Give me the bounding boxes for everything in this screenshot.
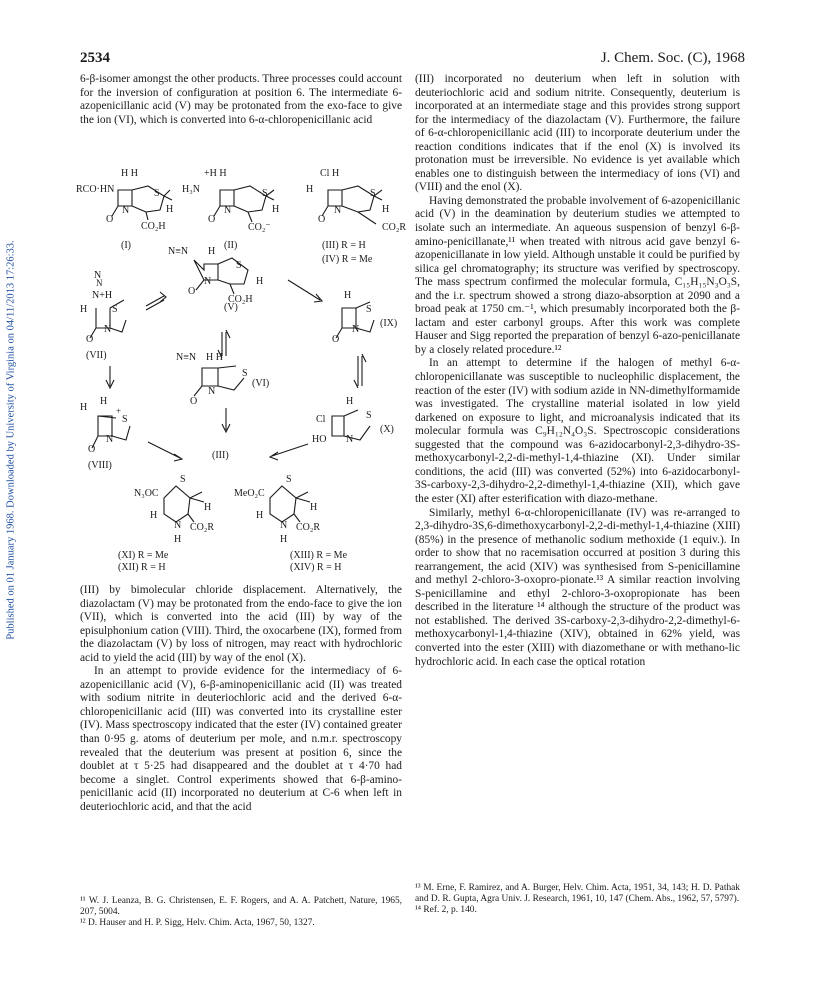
svg-text:S: S [286,474,292,485]
structure-XIII-XIV [234,474,348,573]
footnotes-right [415,883,740,917]
paragraph: (III) incorporated no deuterium when left in solution with deuteriochloric acid and sodium nitrite. Consequently, deuterium is incorporated at an intermediate stage and this provides strong support for the intermediacy of the diazolactam (V). Furthermore, the failure of 6-α-chloropenicillanic acid (III) to incorporate deuterium under the reaction conditions indicates that if the enol (X) is involved its protonation must be irreversible. No evidence is yet available which enables one to distinguish between the intermediacy of ions (VI) and (VIII) and the enol (X). [415,73,740,194]
svg-text:H: H [272,204,280,215]
structure-VII [80,270,126,361]
svg-text:H: H [208,246,216,257]
svg-text:H: H [150,510,158,521]
svg-text:O: O [106,214,114,225]
svg-text:N: N [174,520,182,531]
svg-text:N≡N: N≡N [168,246,189,257]
svg-text:+H H: +H H [204,168,227,179]
structure-XI-XII [118,474,214,573]
reaction-scheme [76,160,412,578]
svg-text:N≡N: N≡N [176,352,197,363]
svg-text:N: N [280,520,288,531]
svg-text:CO₂H: CO₂H [228,294,253,305]
svg-text:(VII): (VII) [86,350,107,361]
structure-VIII [80,396,130,471]
arrow-VI-III [222,408,230,432]
svg-text:H: H [174,534,182,545]
svg-text:CO₂R: CO₂R [382,222,407,233]
svg-text:Cl: Cl [316,414,326,425]
svg-text:H: H [80,402,88,413]
svg-text:RCO·HN: RCO·HN [76,184,115,195]
svg-text:(XIII) R = Me: (XIII) R = Me [290,550,348,561]
svg-text:S: S [262,188,268,199]
footnote-11: ¹¹ W. J. Leanza, B. G. Christensen, E. F. Rogers, and A. A. Patchett, Nature, 1965, 207, 5004. [80,896,402,918]
svg-text:S: S [366,304,372,315]
svg-text:(V): (V) [224,302,238,313]
footnote-14: ¹⁴ Ref. 2, p. 140. [415,905,477,916]
paragraph: Having demonstrated the probable involvement of 6-azopenicillanic acid (V) in the deamination by deuterium studies we attempted to isolate such an intermediate. An aqueous suspension of benzyl 6-β-amino-penicillanate,¹¹ when treated with nitrous acid gave benzyl 6-azopenicillanate in low yield. Although unstable it could be purified by silica gel chromatography; its structure was verified by spectroscopy. The mass spectrum confirmed the molecular formula, C₁₅H₁₅N₃O₃S, and the i.r. spectrum showed a strong diazo-absorption at 2090 and a broad peak at 1750 cm.⁻¹, which presumably incorporated both the β-lactam and ester carbonyl groups. After this work was complete Hauser and Sigg reported the preparation of benzyl 6-azo-penicillanate by a closely related procedure.¹² [415,194,740,356]
svg-text:S: S [122,414,128,425]
structure-V [168,246,263,313]
arrow-V-IX [288,280,322,302]
svg-text:S: S [112,304,118,315]
svg-text:O: O [88,444,96,455]
svg-text:(XIV) R = H: (XIV) R = H [290,562,342,573]
svg-text:H: H [166,204,174,215]
paragraph: In an attempt to provide evidence for the intermediacy of 6-azopenicillanic acid (V), 6-β-aminopenicillanic acid (II) was treated with sodium nitrite in deuteriochloric acid and the derived 6-α-chloropenicillanic acid (III) was converted into its crystalline ester (IV). Mass spectroscopy indicated that the ester (IV) contained greater than 0·95 g. atoms of deuterium per mole, and n.m.r. spectroscopy revealed that the deuterium was present at position 6, since the doublet at τ 5·25 had disappeared and the doublet at τ 4·70 had become a singlet. Control experiments showed that 6-β-amino-penicillanic acid (II) incorporated no deuterium at C-6 when left in deuteriochloric acid, and that the acid [80,665,402,813]
svg-text:O: O [318,214,326,225]
svg-text:S: S [236,260,242,271]
svg-text:(IX): (IX) [380,318,398,329]
svg-text:O: O [190,396,198,407]
provenance-text: Published on 01 January 1968. Downloaded by University of Virginia on 04/11/2013 17:26:33. [5,240,17,640]
svg-text:S: S [242,368,248,379]
svg-text:CO₂⁻: CO₂⁻ [248,222,271,233]
svg-text:H: H [306,184,314,195]
paragraph: Similarly, methyl 6-α-chloropenicillanate (IV) was re-arranged to 2,3-dihydro-3S,6-dimethoxycarbonyl-2,2-di-methyl-1,4-thiazine (XIII) (85%) in the presence of methanolic sodium methoxide (1 equiv.). In order to show that no racemisation occurred at position 3 during this rearrangement, the acid (XIV) was synthesised from S-penicillamine and methyl 2-chloro-3-oxopro-pionate.¹³ A similar reaction involving S-penicillamine and ethyl 2-chloro-3-oxopropionate has been described in the literature ¹⁴ although the structure of the product was not established. The derived 3S-carboxy-2,3-dihydro-2,2-dimethyl-6-methoxycarbonyl-1,4-thiazine (XIV), obtained in 62% yield, was converted into the ester (XIII) with diazomethane or with methano-lic hydrochloric acid. In each case the optical rotation [415,506,740,668]
svg-text:H: H [280,534,288,545]
structure-VI [176,352,269,407]
label-III-center: (III) [212,450,229,461]
svg-text:Cl H: Cl H [320,168,340,179]
svg-text:O: O [86,334,94,345]
svg-text:N: N [96,278,103,288]
page-number: 2534 [80,50,110,66]
svg-text:O: O [188,286,196,297]
paragraph: (III) by bimolecular chloride displacement. Alternatively, the diazolactam (V) may be protonated from the endo-face to give the ion (VII), which is converted into the acid (III) by way of the episulphonium cation (VIII). Third, the oxocarbene (IX), formed from the diazolactam (V) by loss of nitrogen, may react with hydrochloric acid to yield the acid (III) by way of the enol (X). [80,584,402,664]
svg-text:CO₂H: CO₂H [141,221,166,232]
provenance-sidebar [4,180,18,700]
svg-text:S: S [180,474,186,485]
svg-text:H: H [80,304,88,315]
svg-text:N: N [106,434,114,445]
svg-text:H H: H H [121,168,138,179]
paragraph: 6-β-isomer amongst the other products. Three processes could account for the inversion of configuration at position 6. The intermediate 6-azopenicillanic acid (V) may be protonated from the exo-face to give the ion (VI), which is converted into 6-α-chloropenicillanic acid [80,73,402,126]
svg-text:CO₂R: CO₂R [296,522,321,533]
svg-text:(IV) R = Me: (IV) R = Me [322,254,373,265]
svg-text:H: H [100,396,108,407]
svg-text:MeO₂C: MeO₂C [234,488,265,499]
svg-text:(XII) R = H: (XII) R = H [118,562,166,573]
right-column-body [415,73,740,669]
svg-text:(II): (II) [224,240,238,251]
svg-text:H: H [344,290,352,301]
svg-text:O: O [332,334,340,345]
svg-text:N₃OC: N₃OC [134,488,159,499]
svg-text:(VIII): (VIII) [88,460,112,471]
svg-text:H: H [382,204,390,215]
svg-text:S: S [366,410,372,421]
svg-text:+: + [116,406,122,416]
left-column-body [80,584,402,814]
paragraph: In an attempt to determine if the halogen of methyl 6-α-chloropenicillanate was susceptible to nucleophilic displacement, the reaction of the ester (IV) with sodium azide in NN-dimethylformamide was investigated. The crystalline material isolated in low yield darkened on exposure to light, and microanalysis indicated that its molecular formula was C₉H₁₂N₄O₃S. Spectroscopic considerations suggested that the compound was 6-azidocarbonyl-2,3-dihydro-3S-methoxycarbonyl-2,2-di-methyl-1,4-thiazine (XI). Under similar conditions, the acid (III) was converted (52%) into 6-azidocarbonyl-3S-carboxy-2,3-dihydro-2,2-dimethyl-1,4-thiazine (XII), which gave the ester (XI) after esterification with diazo-methane. [415,357,740,505]
journal-header: J. Chem. Soc. (C), 1968 [600,50,745,66]
arrow-VIII-III [148,442,182,461]
svg-text:N+H: N+H [92,290,113,301]
svg-text:H: H [256,276,264,287]
structure-I [76,168,173,251]
footnotes-left [80,896,402,930]
footnote-13: ¹³ M. Erne, F. Ramirez, and A. Burger, Helv. Chim. Acta, 1951, 34, 143; H. D. Pathak and D. R. Gupta, Agra Univ. J. Research, 1961, 10, 147 (Chem. Abs., 1962, 57, 5797). [415,883,740,905]
svg-text:H H: H H [206,352,223,363]
svg-text:N: N [224,205,232,216]
svg-text:N: N [104,324,112,335]
svg-text:N: N [346,434,354,445]
svg-text:H: H [346,396,354,407]
equilibrium-arrow [146,292,166,310]
svg-text:CO₂R: CO₂R [190,522,215,533]
svg-text:H: H [256,510,264,521]
svg-text:HO: HO [312,434,327,445]
structure-III [306,168,406,265]
svg-text:S: S [154,188,160,199]
arrow-VII-VIII [106,366,114,388]
svg-text:S: S [370,188,376,199]
svg-text:H: H [204,502,212,513]
svg-text:N: N [122,205,130,216]
svg-text:(I): (I) [121,240,131,251]
svg-text:N: N [94,270,102,281]
structure-X [312,396,394,445]
svg-text:H₃N: H₃N [182,184,200,195]
svg-text:(X): (X) [380,424,394,435]
arrow-X-III [270,444,308,460]
svg-text:O: O [208,214,216,225]
footnote-12: ¹² D. Hauser and H. P. Sigg, Helv. Chim. Acta, 1967, 50, 1327. [80,918,315,929]
structure-II [182,168,279,251]
svg-text:(XI) R = Me: (XI) R = Me [118,550,169,561]
svg-text:(VI): (VI) [252,378,270,389]
svg-text:N: N [208,386,216,397]
svg-text:H: H [310,502,318,513]
left-column-intro [80,73,402,127]
double-arrow-IX-X [354,354,366,388]
structure-IX [332,290,397,345]
svg-text:N: N [204,276,212,287]
svg-text:N: N [352,324,360,335]
svg-text:(III) R = H: (III) R = H [322,240,366,251]
svg-text:N: N [334,205,342,216]
